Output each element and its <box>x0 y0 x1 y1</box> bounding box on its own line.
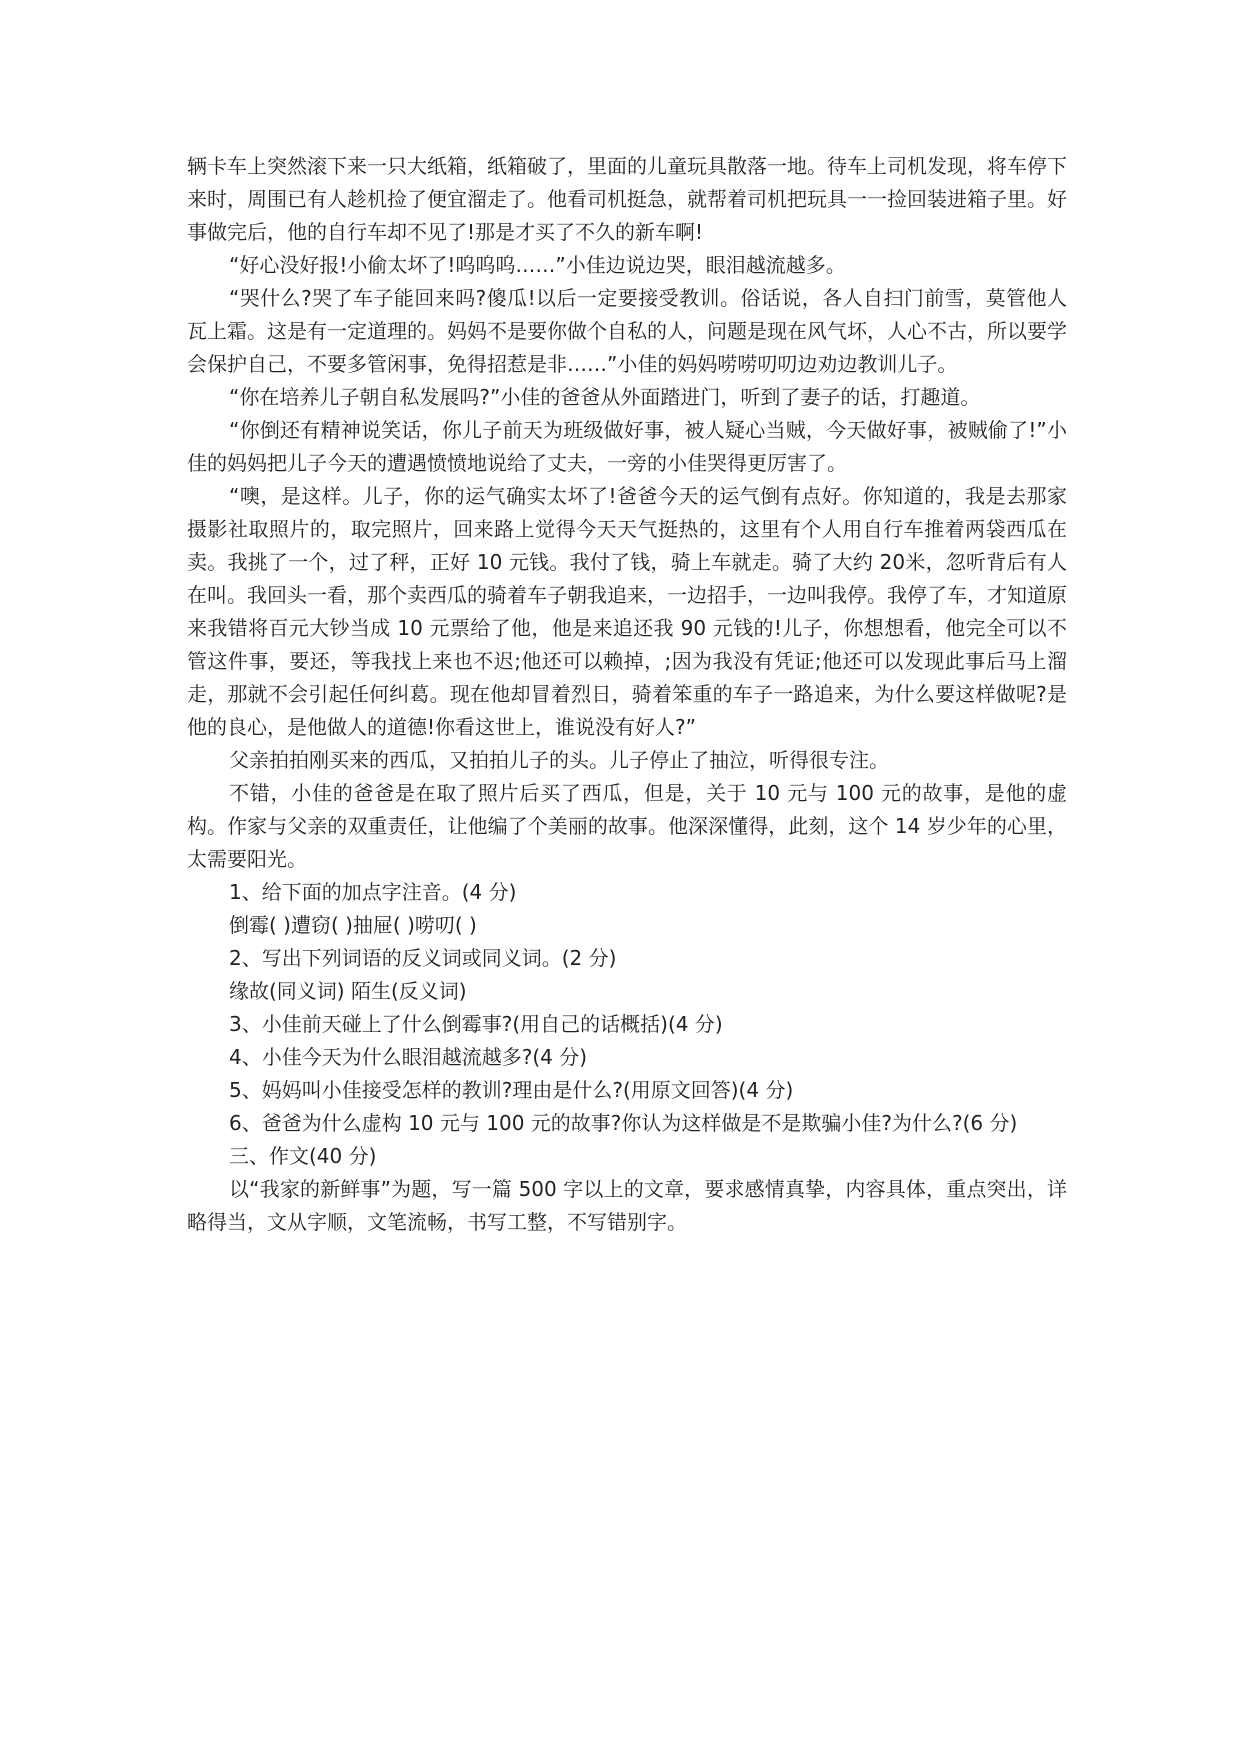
paragraph-father-pat: 父亲拍拍刚买来的西瓜，又拍拍儿子的头。儿子停止了抽泣，听得很专注。 <box>229 748 889 772</box>
paragraph-mother-lecture: “哭什么?哭了车子能回来吗?傻瓜!以后一定要接受教训。俗话说，各人自扫门前雪，莫管他人瓦上霜。这是有一定道理的。妈妈不是要你做个自私的人，问题是现在风气坏，人心不古，所以要学会保护自己，不要多管闲事，免得招惹是非……”小佳的妈妈唠唠叨叨边劝边教训儿子。 <box>187 286 1067 376</box>
paragraph-xiaojia-cry: “好心没好报!小偷太坏了!呜呜呜……”小佳边说边哭，眼泪越流越多。 <box>229 253 846 277</box>
question-3: 3、小佳前天碰上了什么倒霉事?(用自己的话概括)(4 分) <box>229 1012 723 1036</box>
question-2-words: 缘故(同义词) 陌生(反义词) <box>229 979 467 1003</box>
paragraph-mother-reply: “你倒还有精神说笑话，你儿子前天为班级做好事，被人疑心当贼，今天做好事，被贼偷了!”小佳的妈妈把儿子今天的遭遇愤愤地说给了丈夫，一旁的小佳哭得更厉害了。 <box>187 418 1067 475</box>
question-2: 2、写出下列词语的反义词或同义词。(2 分) <box>229 946 617 970</box>
paragraph-father-joke: “你在培养儿子朝自私发展吗?”小佳的爸爸从外面踏进门，听到了妻子的话，打趣道。 <box>229 385 981 409</box>
question-5: 5、妈妈叫小佳接受怎样的教训?理由是什么?(用原文回答)(4 分) <box>229 1078 794 1102</box>
paragraph-father-story: “噢，是这样。儿子，你的运气确实太坏了!爸爸今天的运气倒有点好。你知道的，我是去那家摄影社取照片的，取完照片，回来路上觉得今天天气挺热的，这里有个人用自行车推着两袋西瓜在卖。我挑了一个，过了秤，正好 10 元钱。我付了钱，骑上车就走。骑了大约 20米，忽听背后有人在叫。我回头一看，那个卖西瓜的骑着车子朝我追来，一边招手，一边叫我停。我停了车，才知道原来我错将百元大钞当成 10 元票给了他，他是来追还我 90 元钱的!儿子，你想想看，他完全可以不管这件事，要还，等我找上来也不迟;他还可以赖掉，;因为我没有凭证;他还可以发现此事后马上溜走，那就不会引起任何纠葛。现在他却冒着烈日，骑着笨重的车子一路追来，为什么要这样做呢?是他的良心，是他做人的道德!你看这世上，谁说没有好人?” <box>187 484 1067 739</box>
paragraph-story-intro: 辆卡车上突然滚下来一只大纸箱，纸箱破了，里面的儿童玩具散落一地。待车上司机发现，将车停下来时，周围已有人趁机捡了便宜溜走了。他看司机挺急，就帮着司机把玩具一一捡回装进箱子里。好事做完后，他的自行车却不见了!那是才买了不久的新车啊! <box>187 154 1067 244</box>
question-1-words: 倒霉( )遭窃( )抽屉( )唠叨( ) <box>229 913 477 937</box>
question-4: 4、小佳今天为什么眼泪越流越多?(4 分) <box>229 1045 588 1069</box>
document-body <box>187 150 1067 1239</box>
question-1: 1、给下面的加点字注音。(4 分) <box>229 880 517 904</box>
composition-prompt: 以“我家的新鲜事”为题，写一篇 500 字以上的文章，要求感情真挚，内容具体，重点突出，详略得当，文从字顺，文笔流畅，书写工整，不写错别字。 <box>187 1177 1067 1234</box>
question-6: 6、爸爸为什么虚构 10 元与 100 元的故事?你认为这样做是不是欺骗小佳?为什么?(6 分) <box>229 1111 1018 1135</box>
section-heading-composition: 三、作文(40 分) <box>229 1144 377 1168</box>
paragraph-conclusion: 不错，小佳的爸爸是在取了照片后买了西瓜，但是，关于 10 元与 100 元的故事，是他的虚构。作家与父亲的双重责任，让他编了个美丽的故事。他深深懂得，此刻，这个 14 岁少年的心里，太需要阳光。 <box>187 781 1067 871</box>
